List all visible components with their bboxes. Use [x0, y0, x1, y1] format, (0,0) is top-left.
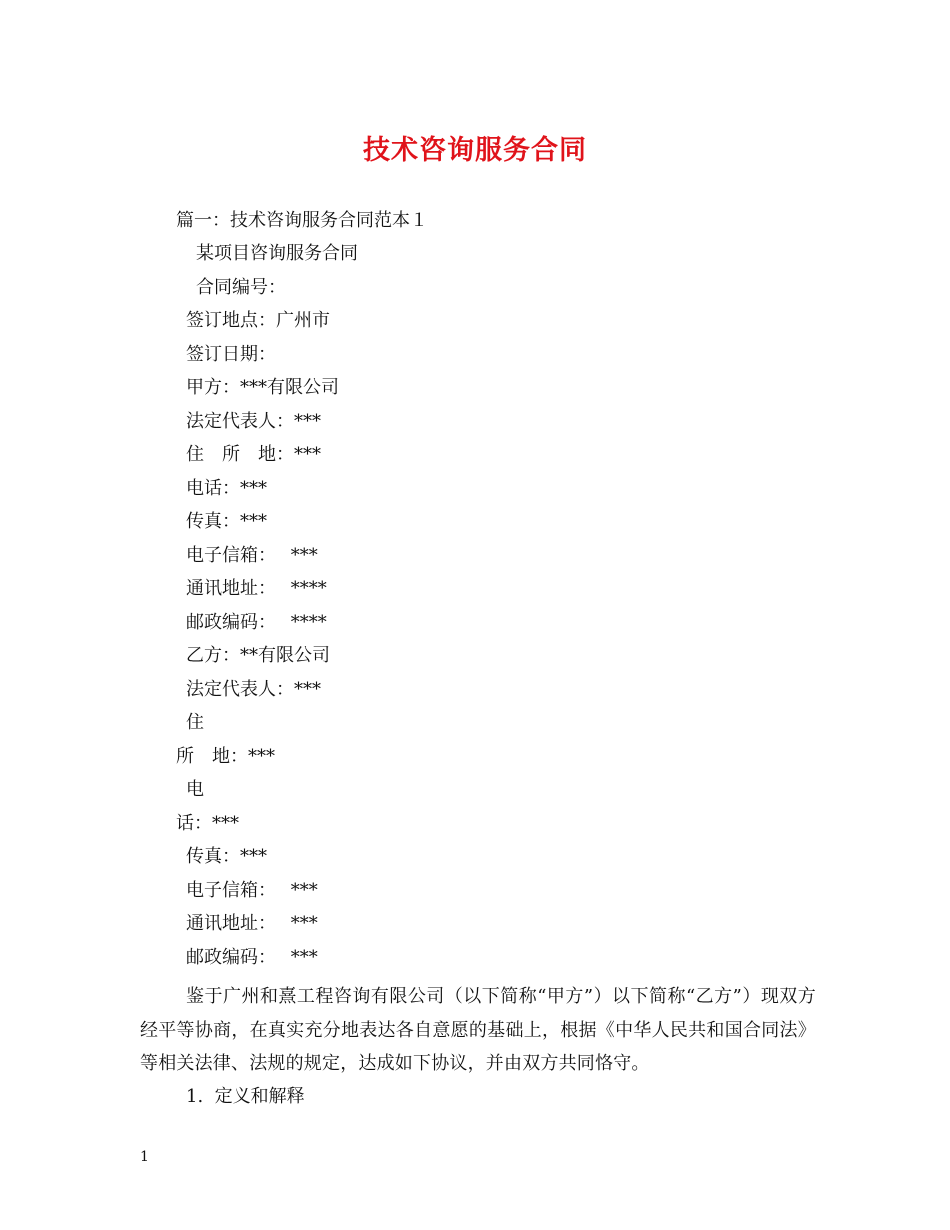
- party-b-address-line: 所 地：***: [176, 746, 275, 767]
- contract-subtitle: 某项目咨询服务合同: [196, 243, 358, 264]
- party-b-phone-label-start: 电: [186, 779, 204, 800]
- page-number: 1: [140, 1149, 149, 1165]
- party-b-address-label-start: 住: [186, 712, 204, 733]
- document-title: 技术咨询服务合同: [363, 135, 587, 166]
- party-a-legal-rep-line: 法定代表人：***: [186, 411, 321, 432]
- party-b-mail-address-line: 通讯地址： ***: [186, 913, 318, 934]
- party-b-postcode-line: 邮政编码： ***: [186, 947, 318, 968]
- contract-number-line: 合同编号：: [196, 277, 286, 298]
- party-a-postcode-line: 邮政编码： ****: [186, 612, 327, 633]
- section-heading: 1. 定义和解释: [186, 1086, 305, 1107]
- signing-date-line: 签订日期：: [186, 344, 276, 365]
- party-a-fax-line: 传真：***: [186, 511, 267, 532]
- party-b-email-line: 电子信箱： ***: [186, 880, 318, 901]
- chapter-heading: 篇一：技术咨询服务合同范本１: [176, 210, 428, 231]
- preamble-paragraph: 鉴于广州和熹工程咨询有限公司（以下简称“甲方”）以下简称“乙方”）现双方经平等协商，在真实充分地表达各自意愿的基础上，根据《中华人民共和国合同法》等相关法律、法规的规定，达成如下协议，并由双方共同恪守。: [140, 986, 816, 1074]
- party-b-fax-line: 传真：***: [186, 846, 267, 867]
- party-b-line: 乙方：**有限公司: [186, 645, 330, 666]
- party-a-email-line: 电子信箱： ***: [186, 545, 318, 566]
- party-a-phone-line: 电话：***: [186, 478, 267, 499]
- party-b-phone-line: 话：***: [176, 813, 239, 834]
- party-a-line: 甲方：***有限公司: [186, 377, 339, 398]
- party-a-address-line: 住 所 地：***: [186, 444, 321, 465]
- signing-place-line: 签订地点：广州市: [186, 310, 330, 331]
- party-b-legal-rep-line: 法定代表人：***: [186, 679, 321, 700]
- party-a-mail-address-line: 通讯地址： ****: [186, 578, 327, 599]
